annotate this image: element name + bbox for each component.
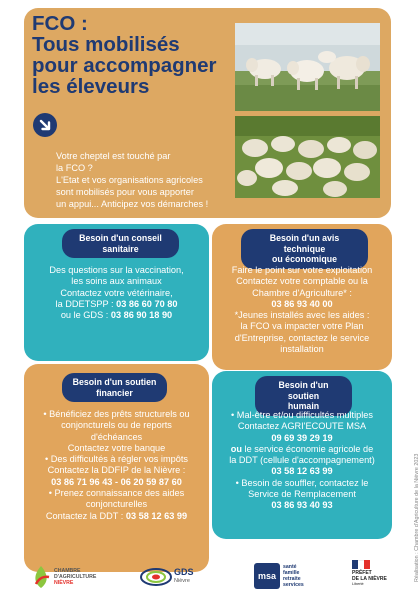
- card-line: les soins aux animaux: [71, 276, 162, 287]
- card-line: • Des difficultés à régler vos impôts: [24, 454, 209, 465]
- phone-number: 03 86 93 40 00: [271, 298, 333, 309]
- card-title-conseil: [62, 229, 179, 258]
- intro-line: sont mobilisés pour vous apporter: [56, 187, 194, 197]
- phone-number: 09 69 39 29 19: [271, 432, 333, 443]
- card-line-text: le service économie agricole de: [241, 443, 374, 454]
- card-title-line: Besoin d'un avis technique: [269, 233, 340, 254]
- card-title-line: Besoin d'un soutien: [278, 380, 329, 401]
- sheep-photo: [235, 116, 380, 198]
- phone-number: 03 86 93 40 93: [271, 500, 333, 511]
- card-line: la FCO va impacter votre Plan: [240, 321, 364, 332]
- card-line: conjoncturelles: [85, 499, 148, 510]
- card-line: conjoncturels ou de reports: [61, 420, 172, 431]
- logo-text: Liberté: [352, 582, 364, 587]
- msa-logo: [254, 563, 314, 591]
- card-title-line: Besoin d'un soutien: [72, 377, 157, 387]
- card-line-text: ou: [230, 443, 242, 454]
- logo-text: msa: [254, 563, 280, 589]
- card-line: Faire le point sur votre exploitation: [231, 265, 373, 275]
- card-line: Contactez votre vétérinaire,: [60, 287, 173, 298]
- prefet-logo: [352, 560, 402, 594]
- card-line: la DDT (cellule d'accompagnement): [229, 455, 375, 466]
- card-line-text: ou le GDS :: [60, 310, 111, 321]
- card-line: Des questions sur la vaccination,: [49, 265, 184, 275]
- card-body-financier: [24, 409, 209, 522]
- title-line: les éleveurs: [32, 75, 150, 98]
- cattle-photo: [235, 23, 380, 111]
- card-title-line: sanitaire: [102, 243, 139, 254]
- card-line: [212, 444, 392, 455]
- card-line: Contactez votre banque: [67, 442, 166, 453]
- card-line: [24, 511, 209, 522]
- logo-text: retraite: [283, 576, 301, 582]
- chambre-agriculture-logo: [30, 562, 100, 592]
- phone-number: 03 58 12 63 99: [271, 466, 333, 477]
- flag-red: [364, 560, 370, 569]
- phone-number: 03 86 90 18 90: [110, 310, 173, 321]
- card-body-conseil: [24, 265, 209, 321]
- intro-text: [56, 150, 236, 210]
- card-title-line: Besoin d'un conseil: [79, 233, 162, 243]
- card-body-avis: [212, 265, 392, 355]
- card-line: *Jeunes installés avec les aides :: [234, 310, 370, 321]
- card-line: • Prenez connaissance des aides: [24, 488, 209, 499]
- card-line-text: la DDETSPP :: [55, 298, 117, 309]
- logo-text: GDS: [174, 567, 194, 577]
- logo-text: CHAMBRE: [54, 568, 81, 574]
- card-line: • Bénéficiez des prêts structurels ou: [24, 409, 209, 420]
- phone-number: 03 86 60 70 80: [116, 298, 178, 309]
- logo-text: D'AGRICULTURE: [54, 574, 97, 580]
- phone-number: 03 86 71 96 43 - 06 20 59 87 60: [51, 476, 182, 487]
- card-line: [24, 310, 209, 321]
- card-line: Service de Remplacement: [248, 489, 356, 500]
- card-line: Chambre d'Agriculture* :: [252, 287, 352, 298]
- card-body-humain: [212, 410, 392, 512]
- card-title-avis: [241, 229, 368, 269]
- title-line: pour accompagner: [32, 54, 217, 77]
- gds-logo: [140, 564, 210, 590]
- intro-line: un appui... Anticipez vos démarches !: [56, 199, 209, 209]
- intro-line: Votre cheptel est touché par: [56, 151, 171, 161]
- logo-text: NIÈVRE: [54, 580, 74, 586]
- credit-text: [404, 392, 418, 582]
- card-title-financier: [62, 373, 167, 402]
- card-line: • Mal-être et/ou difficultés multiples: [212, 410, 392, 421]
- card-line-text: Contactez la DDT :: [45, 510, 126, 521]
- card-line: d'Entreprise, contactez le service: [234, 332, 370, 343]
- title-line: FCO :: [32, 12, 88, 35]
- intro-line: L'Etat et vos organisations agricoles: [56, 175, 203, 185]
- intro-line: la FCO ?: [56, 163, 93, 173]
- card-title-line: humain: [287, 401, 320, 411]
- logo-text: Nièvre: [174, 578, 190, 584]
- title-line: Tous mobilisés: [32, 33, 180, 56]
- card-line: Contactez la DDFIP de la Nièvre :: [47, 465, 186, 476]
- card-line: [24, 299, 209, 310]
- arrow-down-right-icon: [33, 113, 57, 137]
- phone-number: 03 58 12 63 99: [125, 510, 188, 521]
- logo-text: PRÉFET: [352, 570, 372, 576]
- card-line: • Besoin de souffler, contactez le: [212, 478, 392, 489]
- logo-text: santé: [283, 564, 297, 570]
- card-line: Contactez AGRI'ECOUTE MSA: [237, 421, 367, 432]
- page-title: [32, 13, 242, 97]
- card-title-line: ou économique: [271, 254, 337, 264]
- logo-text: famille: [283, 570, 300, 576]
- card-line: installation: [280, 344, 324, 355]
- logo-text: DE LA NIÈVRE: [352, 575, 387, 582]
- card-line: Contactez votre comptable ou la: [236, 276, 368, 287]
- logo-text: services: [283, 582, 304, 588]
- credit-label: Réalisation : Chambre d'Agriculture de la Nièvre 2023: [414, 453, 420, 582]
- card-line: d'échéances: [90, 431, 143, 442]
- card-title-line: financier: [96, 387, 133, 398]
